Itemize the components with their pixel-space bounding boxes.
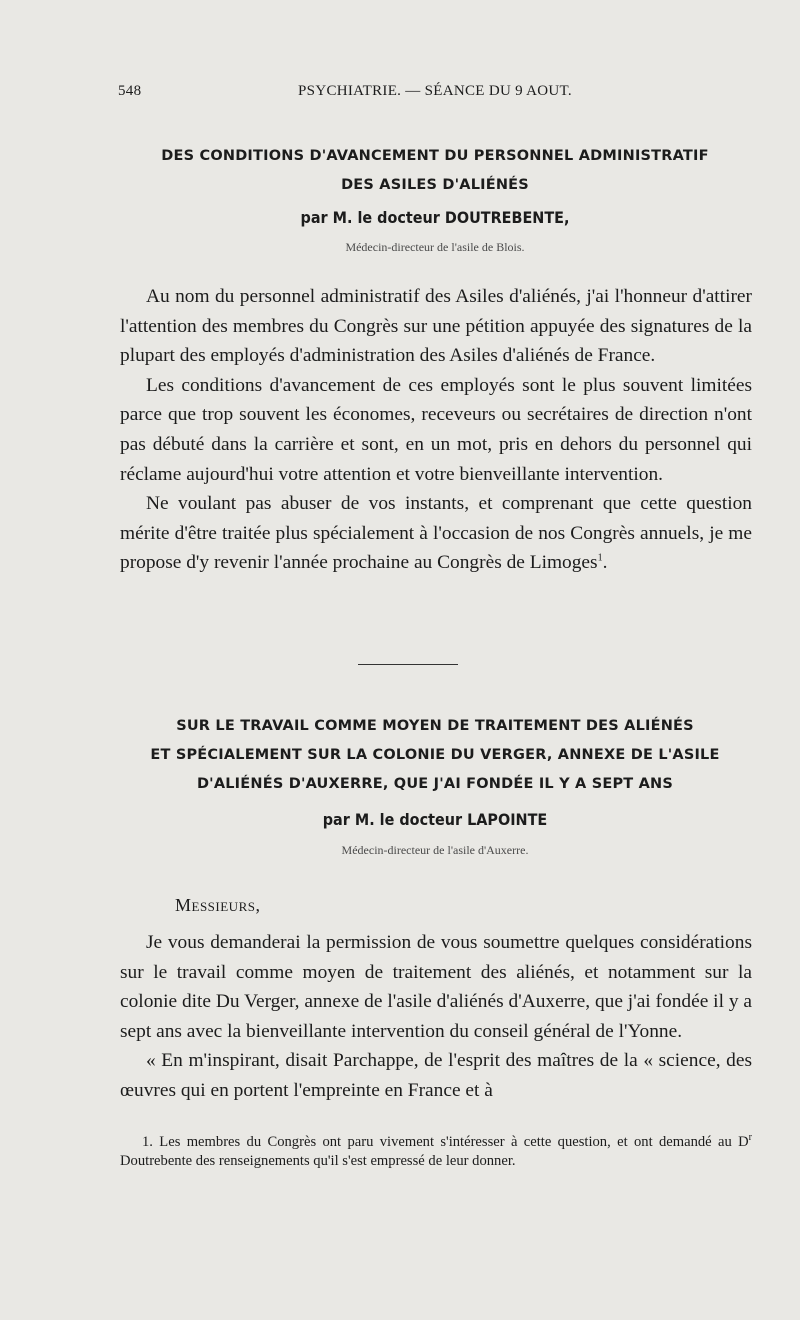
- article1-title-line1: DES CONDITIONS D'AVANCEMENT DU PERSONNEL ADMINISTRATIF: [161, 148, 709, 164]
- footnote-marker: 1.: [142, 1134, 153, 1150]
- article1-paragraph-3-end: .: [602, 552, 608, 574]
- article1-byline: par M. le docteur DOUTREBENTE,: [300, 208, 570, 227]
- article2-title-line2: ET SPÉCIALEMENT SUR LA COLONIE DU VERGER, ANNEXE DE L'ASILE: [150, 747, 720, 763]
- footnote-reference: 1: [597, 552, 603, 564]
- article2-body: [120, 928, 752, 1106]
- article1-paragraph-3: [120, 489, 752, 578]
- article1-body: [120, 282, 752, 578]
- footnote-text-after: Doutrebente des renseignements qu'il s'est empressé de leur donner.: [120, 1153, 516, 1169]
- salutation: Messieurs,: [175, 895, 261, 915]
- footnote-superscript: r: [748, 1132, 752, 1144]
- running-head-title: PSYCHIATRIE. — SÉANCE DU 9 AOUT.: [298, 83, 572, 99]
- footnote-text: [120, 1133, 752, 1171]
- article1-title-line2: DES ASILES D'ALIÉNÉS: [341, 177, 529, 193]
- article2-paragraph: « En m'inspirant, disait Parchappe, de l'esprit des maîtres de la « science, des œuvres qui en portent l'empreinte en France et à: [120, 1050, 752, 1101]
- article1-paragraph-3-text: Ne voulant pas abuser de vos instants, et comprenant que cette question mérite d'être traitée plus spécialement à l'occasion de nos Congrès annuels, je me propose d'y revenir l'année prochaine au Congrès de Limoges: [120, 493, 752, 574]
- article2-title-line3: D'ALIÉNÉS D'AUXERRE, QUE J'AI FONDÉE IL Y A SEPT ANS: [196, 776, 674, 792]
- footnote-text-before: Les membres du Congrès ont paru vivement s'intéresser à cette question, et ont demandé au D: [159, 1134, 749, 1150]
- section-divider: [358, 664, 458, 665]
- footnote: [120, 1133, 752, 1171]
- article1-paragraph: Au nom du personnel administratif des Asiles d'aliénés, j'ai l'honneur d'attirer l'attention des membres du Congrès sur une pétition appuyée des signatures de la plupart des employés d'administration des Asiles d'aliénés de France.: [120, 286, 752, 367]
- article2-affiliation: Médecin-directeur de l'asile d'Auxerre.: [341, 843, 529, 857]
- article1-affiliation: Médecin-directeur de l'asile de Blois.: [345, 240, 525, 254]
- article1-paragraph: Les conditions d'avancement de ces employés sont le plus souvent limitées parce que trop souvent les économes, receveurs ou secrétaires de direction n'ont pas débuté dans la carrière et sont, en un mot, pris en dehors du personnel qui réclame aujourd'hui votre attention et votre bienveillante intervention.: [120, 374, 752, 485]
- page-number: 548: [118, 83, 142, 99]
- article2-paragraph: Je vous demanderai la permission de vous soumettre quelques considérations sur le travail comme moyen de traitement des aliénés, et notamment sur la colonie dite Du Verger, annexe de l'asile d'aliénés d'Auxerre, que j'ai fondée il y a sept ans avec la bienveillante intervention du conseil général de l'Yonne.: [120, 932, 752, 1042]
- running-head: [118, 83, 752, 107]
- article2-title-line1: SUR LE TRAVAIL COMME MOYEN DE TRAITEMENT DES ALIÉNÉS: [176, 718, 694, 734]
- article2-byline: par M. le docteur LAPOINTE: [322, 810, 548, 829]
